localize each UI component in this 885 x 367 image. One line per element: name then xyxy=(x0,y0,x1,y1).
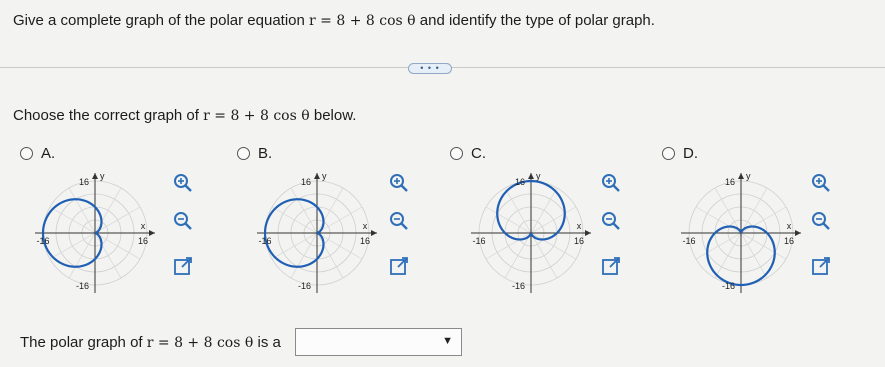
grid-ray xyxy=(69,233,95,278)
question-prefix: Give a complete graph of the polar equation xyxy=(13,12,305,29)
y-axis-arrow xyxy=(92,173,98,179)
x-axis-arrow xyxy=(795,230,801,236)
grid-ray xyxy=(291,188,317,233)
grid-ray xyxy=(291,233,317,278)
zoom-out-icon[interactable] xyxy=(600,210,622,232)
grid-ray xyxy=(486,207,531,233)
zoom-in-icon[interactable] xyxy=(172,172,194,194)
polar-graph-option-d xyxy=(676,168,806,298)
tick-label-right: 16 xyxy=(783,236,795,246)
expand-icon[interactable] xyxy=(810,255,832,277)
dropdown-arrow-icon: ▼ xyxy=(442,335,453,347)
zoom-out-icon[interactable] xyxy=(388,210,410,232)
tick-label-top: 16 xyxy=(514,177,525,187)
answer-prefix: The polar graph of xyxy=(20,334,143,351)
question-suffix: and identify the type of polar graph. xyxy=(419,12,655,29)
instruction-equation: r = 8 + 8 cos θ xyxy=(203,108,310,124)
x-axis-label: x xyxy=(786,221,792,231)
option-d-label: D. xyxy=(683,145,698,162)
y-axis-arrow xyxy=(528,173,534,179)
option-c[interactable] xyxy=(450,145,486,162)
x-axis-label: x xyxy=(140,221,146,231)
zoom-out-icon[interactable] xyxy=(810,210,832,232)
x-axis-label: x xyxy=(576,221,582,231)
tick-label-right: 16 xyxy=(359,236,371,246)
y-axis-label: y xyxy=(100,171,105,181)
tick-label-bottom: -16 xyxy=(721,281,735,291)
radio-option-b[interactable] xyxy=(237,147,250,160)
tick-label-right: 16 xyxy=(137,236,149,246)
tick-label-left: -16 xyxy=(258,236,272,246)
y-axis-label: y xyxy=(746,171,751,181)
grid-ray xyxy=(715,233,741,278)
zoom-in-icon[interactable] xyxy=(388,172,410,194)
zoom-in-icon[interactable] xyxy=(600,172,622,194)
graph-type-dropdown[interactable] xyxy=(295,328,462,356)
tick-label-top: 16 xyxy=(300,177,311,187)
tick-label-top: 16 xyxy=(724,177,735,187)
tick-label-left: -16 xyxy=(682,236,696,246)
option-d[interactable] xyxy=(662,145,698,162)
radio-option-c[interactable] xyxy=(450,147,463,160)
grid-ray xyxy=(69,188,95,233)
instruction-suffix: below. xyxy=(313,107,357,124)
option-b-label: B. xyxy=(258,145,273,162)
expand-icon[interactable] xyxy=(388,255,410,277)
polar-graph-option-b xyxy=(252,168,382,298)
question-equation: r = 8 + 8 cos θ xyxy=(309,13,416,29)
zoom-in-icon[interactable] xyxy=(810,172,832,194)
expand-icon[interactable] xyxy=(600,255,622,277)
polar-graph-option-c xyxy=(466,168,596,298)
answer-equation: r = 8 + 8 cos θ xyxy=(146,335,254,351)
option-c-label: C. xyxy=(471,145,486,162)
tick-label-left: -16 xyxy=(36,236,50,246)
tick-label-bottom: -16 xyxy=(511,281,525,291)
answer-sentence xyxy=(20,334,281,351)
option-a-label: A. xyxy=(41,145,56,162)
tick-label-right: 16 xyxy=(573,236,585,246)
radio-option-a[interactable] xyxy=(20,147,33,160)
answer-suffix: is a xyxy=(257,334,281,351)
grid-ray xyxy=(741,233,786,259)
x-axis-arrow xyxy=(371,230,377,236)
option-a[interactable] xyxy=(20,145,55,162)
instruction-text xyxy=(13,107,356,124)
y-axis-arrow xyxy=(314,173,320,179)
grid-ray xyxy=(272,233,317,259)
instruction-prefix: Choose the correct graph of xyxy=(13,107,199,124)
grid-ray xyxy=(50,207,95,233)
tick-label-bottom: -16 xyxy=(297,281,311,291)
option-b[interactable] xyxy=(237,145,272,162)
expand-icon[interactable] xyxy=(172,255,194,277)
tick-label-left: -16 xyxy=(472,236,486,246)
tick-label-bottom: -16 xyxy=(75,281,89,291)
grid-ray xyxy=(531,188,557,233)
radio-option-d[interactable] xyxy=(662,147,675,160)
grid-ray xyxy=(505,188,531,233)
grid-ray xyxy=(531,207,576,233)
grid-ray xyxy=(50,233,95,259)
x-axis-label: x xyxy=(362,221,368,231)
zoom-out-icon[interactable] xyxy=(172,210,194,232)
tick-label-top: 16 xyxy=(78,177,89,187)
x-axis-arrow xyxy=(149,230,155,236)
more-button[interactable]: • • • xyxy=(408,63,452,74)
y-axis-label: y xyxy=(322,171,327,181)
grid-ray xyxy=(741,233,767,278)
polar-graph-option-a xyxy=(30,168,160,298)
x-axis-arrow xyxy=(585,230,591,236)
y-axis-label: y xyxy=(536,171,541,181)
grid-ray xyxy=(696,233,741,259)
y-axis-arrow xyxy=(738,173,744,179)
question-text xyxy=(13,12,655,29)
grid-ray xyxy=(272,207,317,233)
